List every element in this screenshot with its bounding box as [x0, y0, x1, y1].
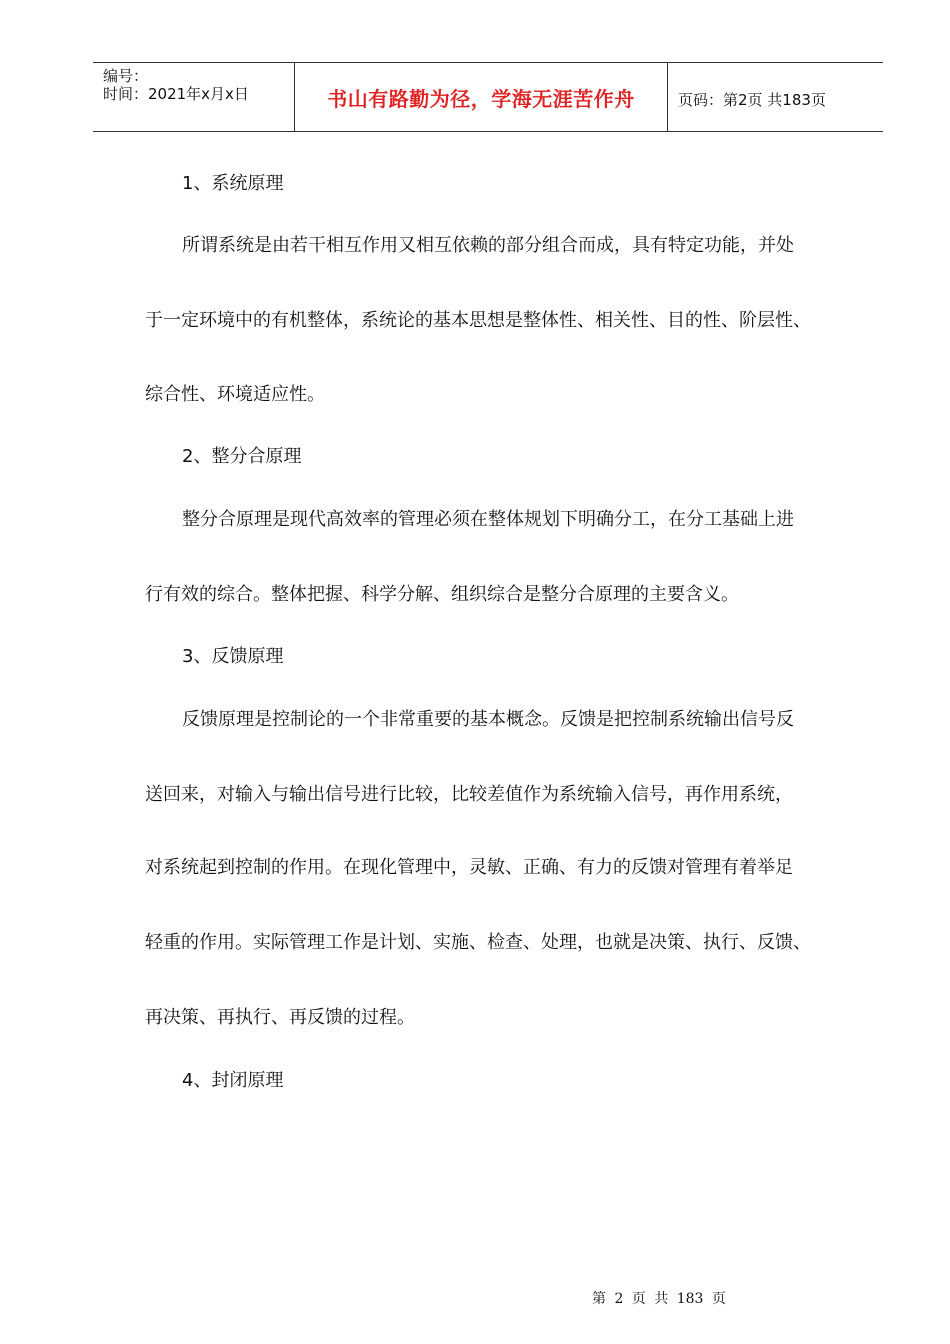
paragraph-line: 于一定环境中的有机整体，系统论的基本思想是整体性、相关性、目的性、阶层性、	[145, 310, 811, 331]
header-page-info: 页码：第2页 共183页	[678, 91, 826, 109]
time-label: 时间：2021年x月x日	[103, 85, 249, 103]
header-motto: 书山有路勤为径，学海无涯苦作舟	[327, 87, 635, 111]
section-heading-1: 1、系统原理	[182, 173, 284, 194]
paragraph-line: 轻重的作用。实际管理工作是计划、实施、检查、处理，也就是决策、执行、反馈、	[145, 932, 811, 953]
paragraph-line: 反馈原理是控制论的一个非常重要的基本概念。反馈是把控制系统输出信号反	[182, 709, 794, 730]
header-motto-cell	[295, 63, 668, 131]
paragraph-line: 综合性、环境适应性。	[145, 384, 325, 405]
section-heading-3: 3、反馈原理	[182, 646, 284, 667]
paragraph-line: 送回来，对输入与输出信号进行比较，比较差值作为系统输入信号，再作用系统，	[145, 784, 793, 805]
header-meta-cell	[93, 63, 295, 131]
section-heading-2: 2、整分合原理	[182, 446, 302, 467]
serial-label: 编号：	[103, 67, 149, 85]
page-footer: 第 2 页 共 183 页	[592, 1291, 726, 1307]
header-page-cell	[668, 63, 883, 131]
paragraph-line: 整分合原理是现代高效率的管理必须在整体规划下明确分工，在分工基础上进	[182, 509, 794, 530]
section-heading-4: 4、封闭原理	[182, 1070, 284, 1091]
page-header	[93, 62, 883, 132]
paragraph-line: 对系统起到控制的作用。在现化管理中，灵敏、正确、有力的反馈对管理有着举足	[145, 857, 793, 878]
paragraph-line: 再决策、再执行、再反馈的过程。	[145, 1007, 415, 1028]
paragraph-line: 行有效的综合。整体把握、科学分解、组织综合是整分合原理的主要含义。	[145, 584, 739, 605]
paragraph-line: 所谓系统是由若干相互作用又相互依赖的部分组合而成，具有特定功能，并处	[182, 235, 794, 256]
